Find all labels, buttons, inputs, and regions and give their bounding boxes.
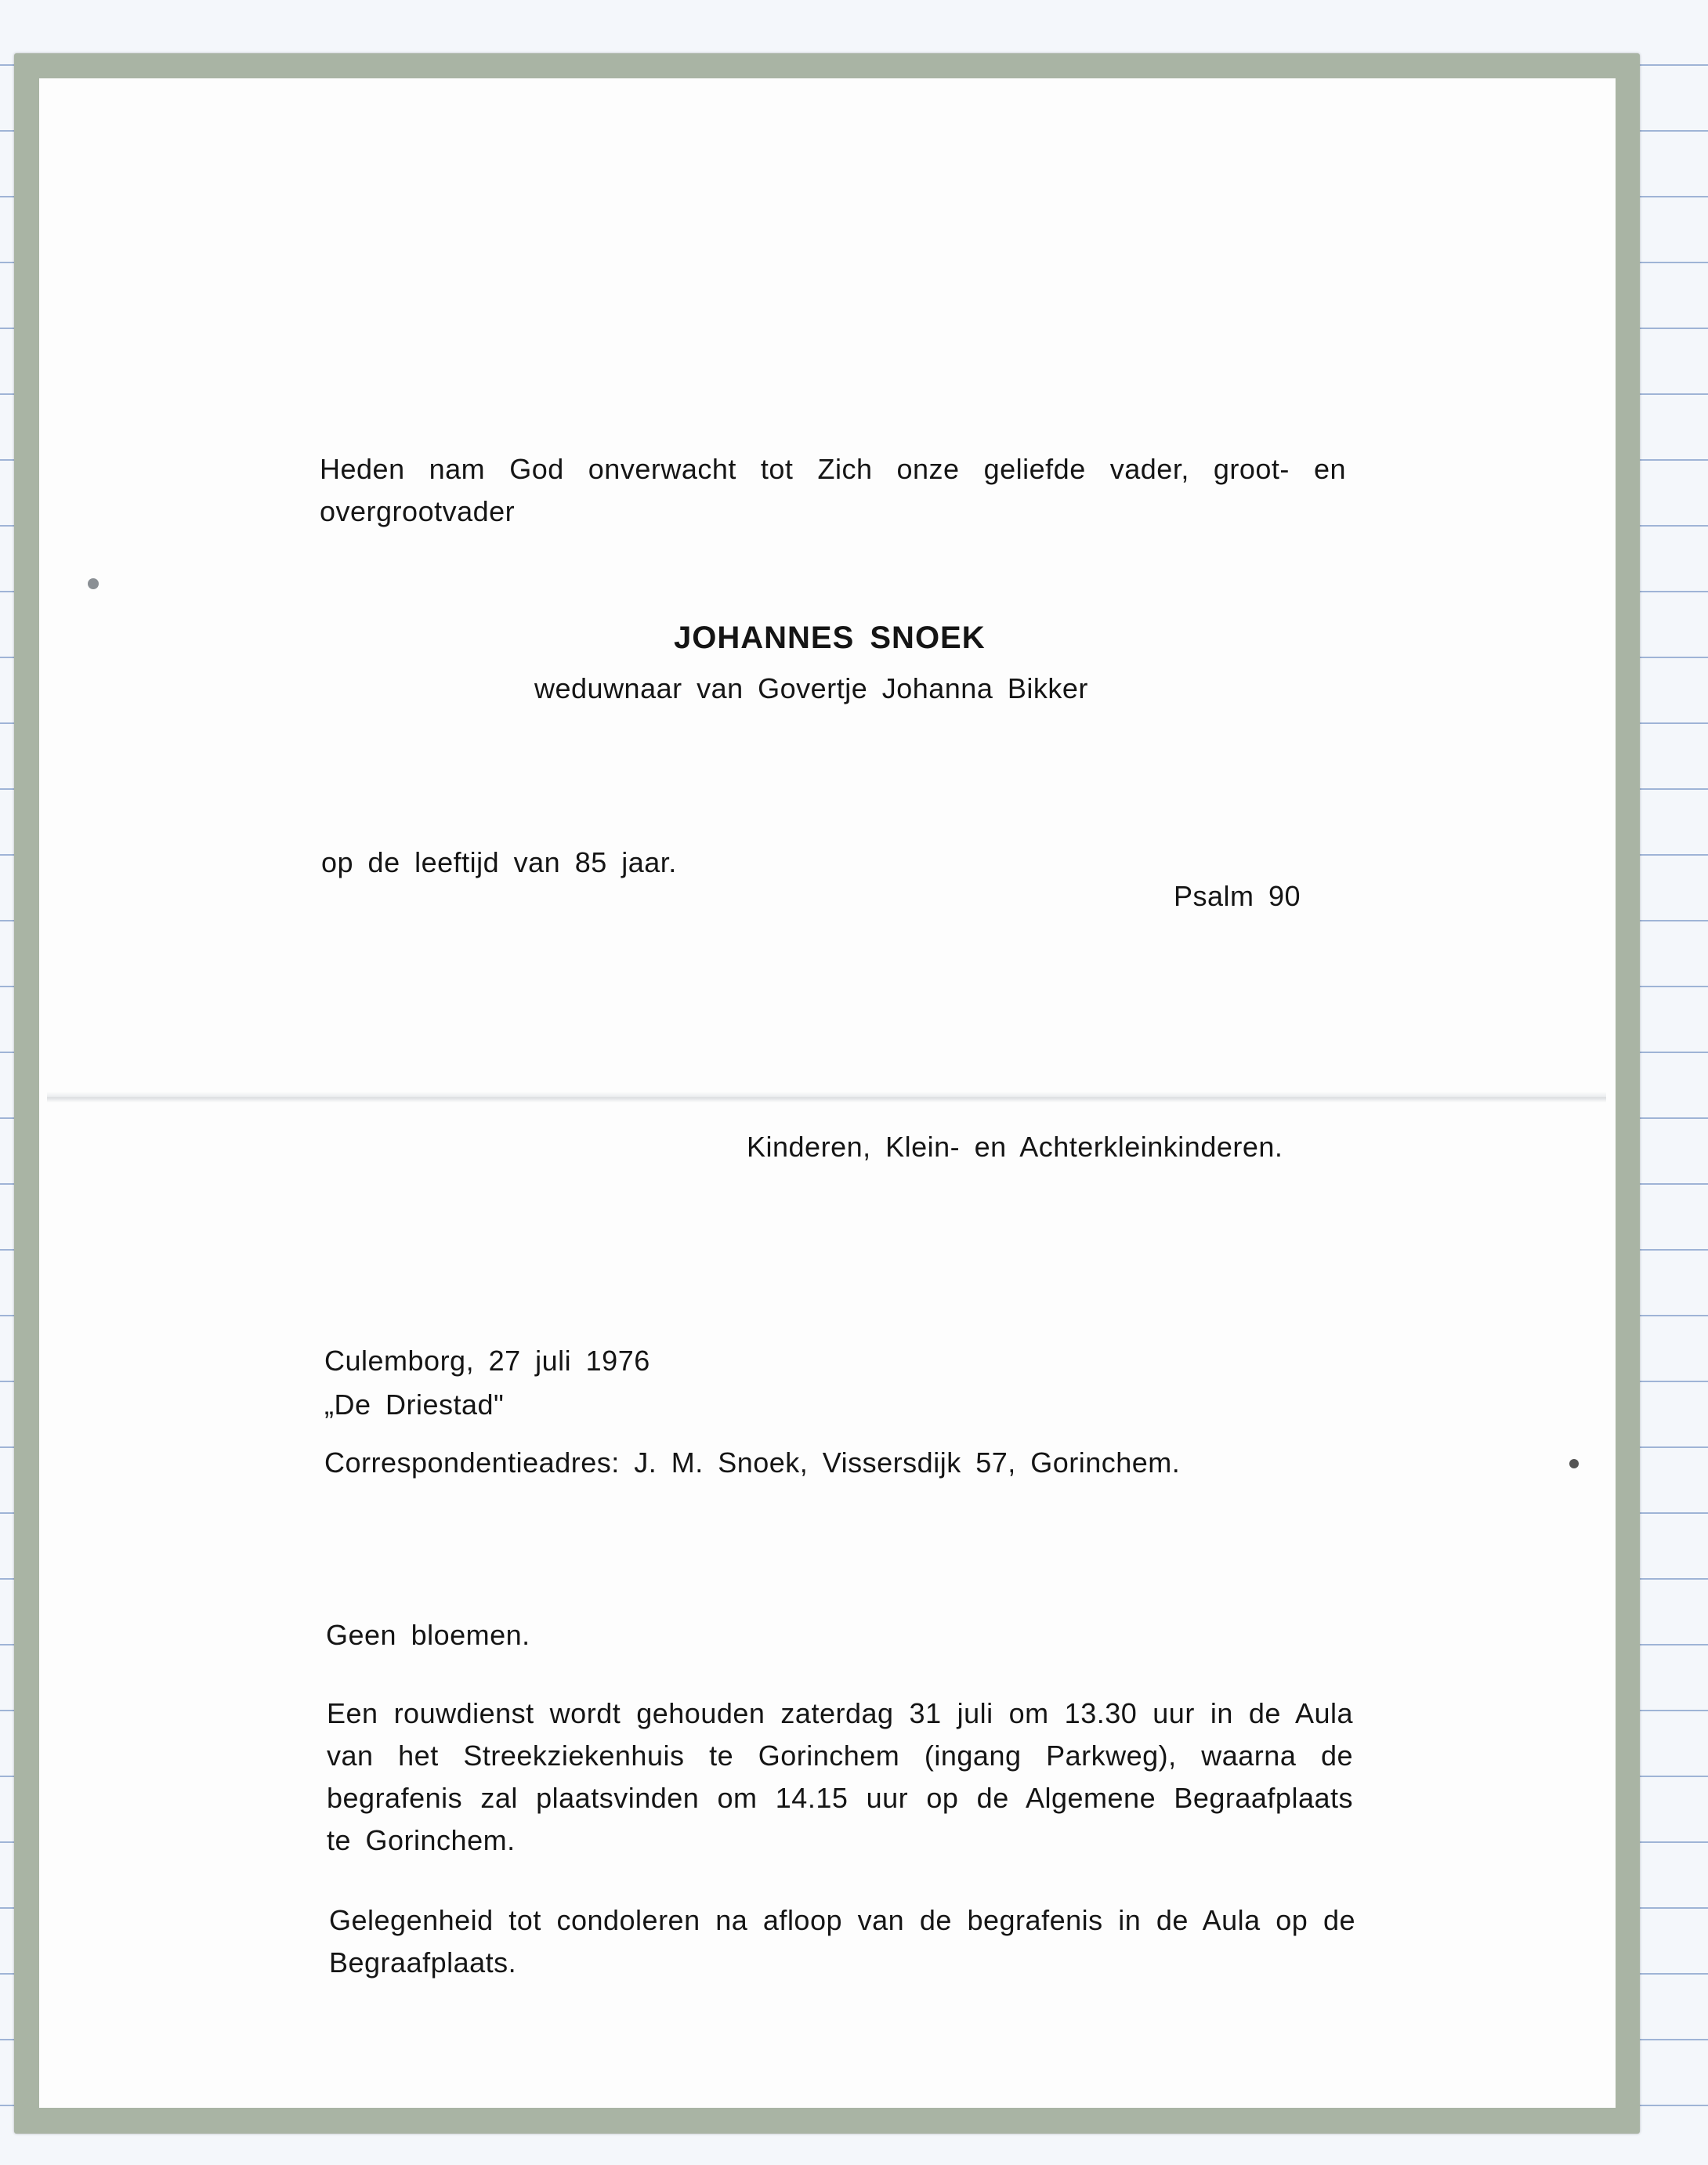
- deceased-name: JOHANNES SNOEK: [674, 621, 986, 655]
- place-date: Culemborg, 27 juli 1976: [324, 1345, 650, 1377]
- age-text: op de leeftijd van 85 jaar.: [321, 846, 677, 878]
- condolence-paragraph: Gelegenheid tot condoleren na afloop van de begrafenis in de Aula op de Begraafplaats.: [329, 1904, 1355, 1979]
- family-signature: Kinderen, Klein- en Achterkleinkinderen.: [747, 1131, 1283, 1163]
- no-flowers-notice: Geen bloemen.: [326, 1619, 530, 1651]
- correspondence-address: Correspondentieadres: J. M. Snoek, Vissersdijk 57, Gorinchem.: [324, 1446, 1181, 1479]
- psalm-reference: Psalm 90: [1174, 880, 1301, 912]
- house-name: „De Driestad": [324, 1388, 505, 1421]
- widower-of-text: weduwnaar van Govertje Johanna Bikker: [534, 672, 1088, 704]
- intro-text: Heden nam God onverwacht tot Zich onze geliefde vader, groot- en overgrootvader: [320, 453, 1346, 527]
- funeral-service-paragraph: Een rouwdienst wordt gehouden zaterdag 31 juli om 13.30 uur in de Aula van het Streekziekenhuis te Gorinchem (ingang Parkweg), waarna de begrafenis zal plaatsvinden om 14.15 uur op de Algemene Begraafplaats te Gorinchem.: [327, 1697, 1353, 1856]
- dust-speck: [1569, 1459, 1579, 1468]
- card-fold-crease: [47, 1092, 1606, 1102]
- dust-speck: [88, 578, 99, 589]
